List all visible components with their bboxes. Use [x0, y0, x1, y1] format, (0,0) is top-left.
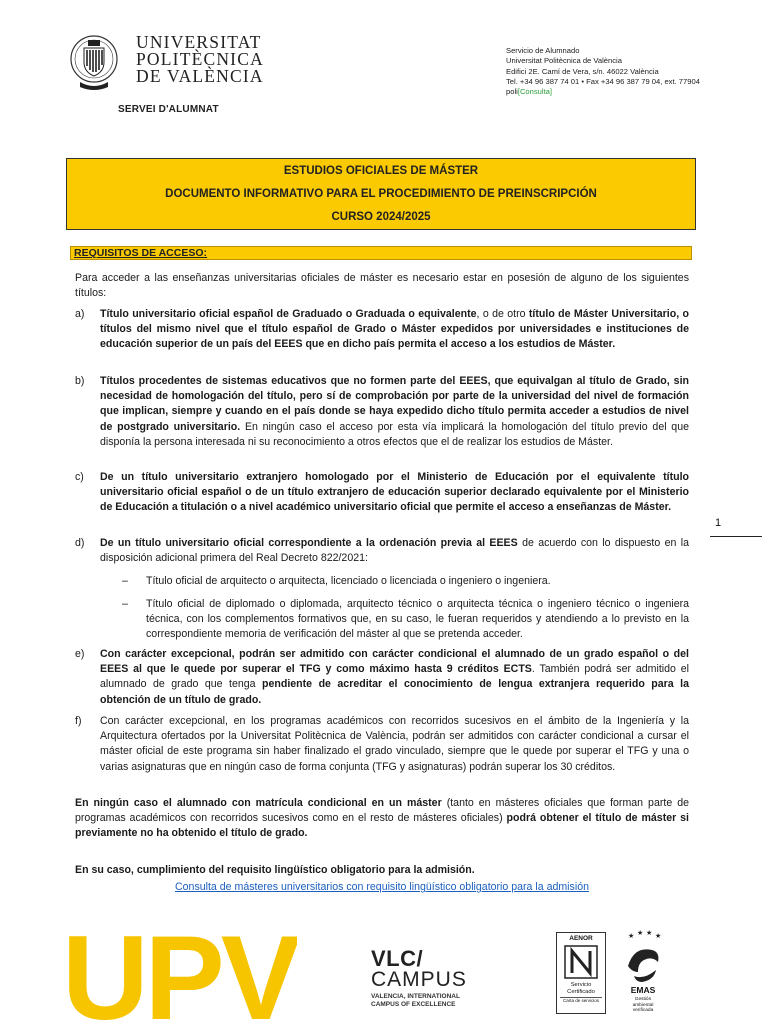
banner-line-3: CURSO 2024/2025 — [331, 211, 431, 223]
item-b-text — [100, 374, 689, 450]
item-c-text — [100, 470, 689, 516]
linguistico-link-row — [75, 878, 689, 895]
contact-link[interactable]: [Consulta] — [517, 87, 553, 97]
contact-poli: poli — [506, 87, 518, 97]
university-seal-icon — [70, 32, 118, 90]
university-line-1: UNIVERSITAT — [136, 32, 262, 52]
linguistico-link[interactable]: Consulta de másteres universitarios con requisito lingüístico obligatorio para la admisión — [175, 881, 589, 893]
item-d-sub2-dash: – — [122, 598, 128, 610]
item-f-text: Con carácter excepcional, en los programas académicos con recorridos sucesivos en el ámbito de la Ingeniería y la Arquitectura ofertados por la Universitat Politècnica de València, podrán ser admitidos con carácter condicional a cursar el máster oficial de este programa sin haber finalizado el grado vinculado, siempre que le quede por superar el TFG y una o varias asignaturas que en ningún caso de forma conjunta (TFG y asignaturas) podrán superar los 30 créditos. — [100, 715, 689, 773]
item-d-label: d) — [75, 537, 85, 549]
university-name — [136, 34, 264, 85]
vlc-campus-tagline-1: VALENCIA, INTERNATIONAL — [371, 993, 460, 1000]
contact-line-1: Servicio de Alumnado — [506, 46, 580, 55]
aenor-title: AENOR — [569, 935, 593, 942]
banner-line-1: ESTUDIOS OFICIALES DE MÁSTER — [283, 165, 479, 177]
linguistico-heading — [75, 863, 689, 878]
aenor-sub-1: Servicio — [570, 982, 592, 988]
contact-line-5 — [506, 87, 700, 97]
item-e-text-1: . También podrá ser admitido el alumnado de grado que tenga — [100, 663, 689, 691]
vlc-campus-line-1: VLC/ — [371, 946, 424, 971]
linguistico-bold: En su caso, cumplimiento del requisito lingüístico obligatorio para la admisión. — [75, 864, 475, 876]
svg-text:★: ★ — [637, 930, 644, 937]
upv-logo: UPV — [62, 928, 297, 1024]
page-number-rule — [710, 536, 762, 537]
contact-block — [506, 46, 700, 97]
item-a-bold-1: Título universitario oficial español de Graduado o Graduada o equivalente — [100, 308, 477, 320]
item-a-label: a) — [75, 308, 85, 320]
item-a-text-1: , o de otro — [476, 308, 529, 320]
aenor-sub-3: Carta de servicios — [560, 997, 602, 1005]
item-a-bold-2: título de Máster Universitario, o títulos del mismo nivel que el título español de Grado o Máster expedidos por universidades e instituciones de educación superior de un país del EEES que en dicho país permita el acceso a los estudios de Máster. — [100, 308, 689, 351]
item-e-bold-2: pendiente de acreditar el conocimiento de lengua extranjera requerido para la obtención de un título de grado. — [100, 678, 690, 706]
item-d-sub2: Título oficial de diplomado o diplomada, arquitecto técnico o arquitecta técnica o ingeniero técnico o ingeniera técnica, con los complementos formativos que, en su caso, le fueran requeridos y atendiendo a lo previsto en la correspondiente memoria de verificación del máster al que se pretenda acceder. — [146, 598, 689, 641]
item-b-bold-1: Títulos procedentes de sistemas educativos que no formen parte del EEES, que equivalgan al título de Grado, sin necesidad de homologación del título, pero sí de comprobación por parte de la universidad del nivel de formación que implican, siempre y cuando en el país donde se haya expedido dicho título permita acceder a estudios de nivel de postgrado universitario. — [100, 375, 689, 433]
aenor-subtitle — [556, 982, 606, 1005]
contact-line-2: Universitat Politècnica de València — [506, 56, 622, 66]
intro-paragraph: Para acceder a las enseñanzas universitarias oficiales de máster es necesario estar en posesión de alguno de los siguientes títulos: — [75, 272, 689, 300]
item-d-bold-1: De un título universitario oficial correspondiente a la ordenación previa al EEES — [100, 537, 518, 549]
university-line-3: DE VALÈNCIA — [136, 66, 264, 86]
svg-text:★: ★ — [655, 932, 662, 940]
svg-text:★: ★ — [628, 932, 635, 940]
item-e-bold-1: Con carácter excepcional, podrán ser admitido con carácter condicional el alumnado de un grado español o del EEES al que le quede por superar el TFG y como máximo hasta 9 créditos ECTS — [100, 648, 689, 676]
page-number: 1 — [715, 517, 722, 529]
university-line-2: POLITÈCNICA — [136, 49, 264, 69]
item-b-text-1: En ningún caso el acceso por esta vía implicará la homologación del título previo del que disponía la persona interesada ni su reconocimiento a otros efectos que el de realizar los estudios de Máster. — [100, 420, 689, 448]
ningun-bold-2: podrá obtener el título de máster si previamente no ha obtenido el título de grado. — [75, 812, 689, 840]
emas-sub-1: Gestión — [634, 997, 652, 1002]
banner-line-2: DOCUMENTO INFORMATIVO PARA EL PROCEDIMIENTO DE PREINSCRIPCIÓN — [165, 188, 597, 200]
item-e-label: e) — [75, 648, 85, 660]
emas-sub-2: ambiental — [632, 1002, 654, 1008]
contact-line-4: Tel. +34 96 387 74 01 • Fax +34 96 387 79 04, ext. 77904 — [506, 76, 700, 86]
item-d-sub1: Título oficial de arquitecto o arquitecta, licenciado o licenciada o ingeniero o ingeniera. — [146, 575, 551, 587]
aenor-sub-2: Certificado — [567, 988, 595, 995]
aenor-n-icon — [564, 945, 598, 979]
item-d-text-1: de acuerdo con lo dispuesto en la disposición adicional primera del Real Decreto 822/2021: — [100, 537, 690, 565]
emas-sub-3: verificada — [632, 1008, 654, 1013]
item-c-bold-1: De un título universitario extranjero homologado por el Ministerio de Educación por el equivalente título universitario oficial español o de un título extranjero de educación superior declarado equivalente por el Ministerio de Educación a titulación o a nivel académico universitario oficial que permite el acceso a enseñanzas de Máster. — [100, 471, 689, 514]
item-d-text — [100, 536, 689, 566]
item-d-sub1-dash: – — [122, 575, 128, 587]
title-banner — [66, 158, 696, 230]
contact-line-3: Edifici 2E. Camí de Vera, s/n. 46022 València — [506, 66, 659, 76]
item-b-label: b) — [75, 375, 85, 387]
item-c-label: c) — [75, 471, 84, 483]
item-e-text — [100, 647, 689, 708]
servei-label: SERVEI D'ALUMNAT — [118, 104, 219, 115]
ningun-caso-paragraph — [75, 796, 689, 842]
vlc-campus-tagline-2: CAMPUS OF EXCELLENCE — [371, 1001, 456, 1008]
ningun-text-1: (tanto en másteres oficiales que forman parte de programas académicos con recorridos sucesivos como en el resto de másteres oficiales) — [75, 797, 689, 825]
emas-subtitle — [618, 997, 668, 1014]
requisitos-heading: REQUISITOS DE ACCESO: — [70, 246, 692, 260]
vlc-campus-tagline — [371, 993, 460, 1009]
emas-title: EMAS — [630, 985, 656, 995]
svg-text:★: ★ — [646, 930, 653, 937]
ningun-bold-1: En ningún caso el alumnado con matrícula condicional en un máster — [75, 797, 442, 809]
item-f-label: f) — [75, 715, 82, 727]
vlc-campus-line-2: CAMPUS — [371, 968, 467, 991]
item-a-text — [100, 307, 689, 353]
